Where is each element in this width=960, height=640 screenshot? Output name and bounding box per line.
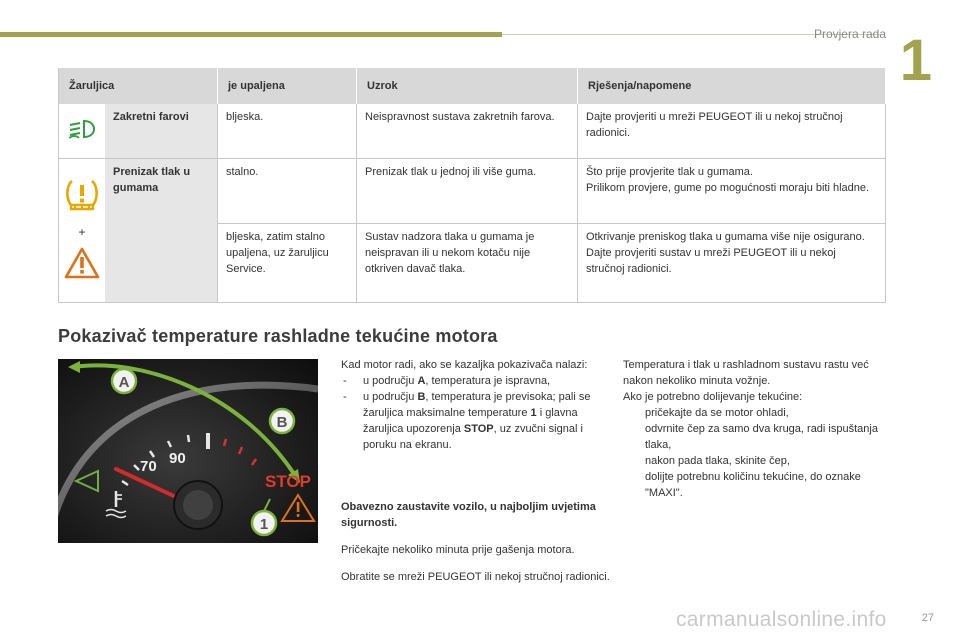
header-accent-bar xyxy=(0,32,502,37)
lamp-cause: Neispravnost sustava zakretnih farova. xyxy=(357,104,578,159)
tick-label-70: 70 xyxy=(140,458,157,475)
plus-sign: + xyxy=(78,224,86,239)
list-item xyxy=(623,421,893,453)
list-item xyxy=(341,373,611,389)
zone-a-label: A xyxy=(118,374,130,391)
zone-letter: A xyxy=(417,375,426,387)
lamp-state: bljeska. xyxy=(218,104,357,159)
header-state: je upaljena xyxy=(218,68,357,104)
warning-triangle-icon xyxy=(63,246,101,280)
needle-hub-cap xyxy=(183,490,213,520)
solution-line: Otkrivanje preniskog tlaka u gumama više nije osigurano. xyxy=(586,231,865,243)
note-line: Pričekajte nekoliko minuta prije gašenja motora. xyxy=(341,544,575,556)
stop-word: STOP xyxy=(463,423,494,435)
item-text: u području xyxy=(363,375,418,387)
refill-intro: Temperatura i tlak u rashladnom sustavu rastu već nakon nekoliko minuta vožnje. xyxy=(623,359,869,387)
refill-intro-2: Ako je potrebno dolijevanje tekućine: xyxy=(623,391,803,403)
header-lamp: Žaruljica xyxy=(59,68,218,104)
lamp-number: 1 xyxy=(530,407,537,419)
zone-b-label: B xyxy=(276,414,288,431)
lamp-solution xyxy=(578,224,886,303)
section-label: Provjera rada xyxy=(813,27,886,41)
lamp-cause: Prenizak tlak u jednoj ili više guma. xyxy=(357,159,578,224)
lamp-state: bljeska, zatim stalno upaljena, uz žaruljicu Service. xyxy=(218,224,357,303)
solution-line: Prilikom provjere, gume po mogućnosti moraju biti hladne. xyxy=(586,182,870,194)
lamp-solution xyxy=(578,159,886,224)
lamp-name: Zakretni farovi xyxy=(105,104,218,159)
list-item xyxy=(623,469,893,501)
item-text: pričekajte da se motor ohladi, xyxy=(645,407,789,419)
zone-letter: B xyxy=(417,391,426,403)
marker-1-label: 1 xyxy=(259,516,269,533)
stop-lamp-label: STOP xyxy=(265,472,311,491)
coolant-temperature-gauge-illustration xyxy=(58,359,318,543)
dash-marker: - xyxy=(343,391,347,403)
tick-label-90: 90 xyxy=(169,450,186,467)
cornering-light-icon xyxy=(67,118,97,140)
refill-instructions xyxy=(623,357,893,501)
table-header-row xyxy=(59,68,886,104)
header-cause: Uzrok xyxy=(357,68,578,104)
watermark: carmanualsonline.info xyxy=(676,608,887,631)
list-item xyxy=(623,405,893,421)
item-text: , temperatura je previsoka; pali se žaruljica maksimalne temperature xyxy=(363,391,591,419)
note-title: Obavezno zaustavite vozilo, u najboljim uvjetima sigurnosti. xyxy=(341,501,596,529)
list-item xyxy=(341,389,611,453)
table-row xyxy=(59,159,886,224)
lamp-name: Prenizak tlak u gumama xyxy=(105,159,218,303)
icon-cell xyxy=(59,104,106,159)
item-text: dolijte potrebnu količinu tekućine, do oznake "MAXI". xyxy=(645,471,861,499)
item-text: i glavna žaruljica upozorenja xyxy=(363,407,578,435)
item-text: odvrnite čep za samo dva kruga, radi ispuštanja tlaka, xyxy=(645,423,878,451)
solution-line: Dajte provjeriti u mreži PEUGEOT ili u nekoj stručnoj radionici. xyxy=(586,111,843,139)
warning-lamp-table xyxy=(58,68,886,303)
safety-note xyxy=(341,499,611,596)
solution-line: Dajte provjeriti sustav u mreži PEUGEOT ili u nekoj stručnoj radionici. xyxy=(586,247,836,275)
item-text: , temperatura je ispravna, xyxy=(425,375,551,387)
lamp-solution xyxy=(578,104,886,159)
dash-marker: - xyxy=(343,375,347,387)
section-title: Pokazivač temperature rashladne tekućine motora xyxy=(58,326,498,346)
item-text: nakon pada tlaka, skinite čep, xyxy=(645,455,790,467)
chapter-number: 1 xyxy=(899,28,932,93)
table-row xyxy=(59,104,886,159)
header-solution: Rješenja/napomene xyxy=(578,68,886,104)
page-number: 27 xyxy=(921,612,934,624)
note-line: Obratite se mreži PEUGEOT ili nekoj stručnoj radionici. xyxy=(341,571,610,583)
lamp-cause: Sustav nadzora tlaka u gumama je neispravan ili u nekom kotaču nije otkriven davač tlaka. xyxy=(357,224,578,303)
icon-cell xyxy=(59,159,106,303)
solution-line: Što prije provjerite tlak u gumama. xyxy=(586,166,753,178)
list-item xyxy=(623,453,893,469)
gauge-explanation xyxy=(341,357,611,453)
gauge-intro: Kad motor radi, ako se kazaljka pokazivača nalazi: xyxy=(341,359,588,371)
item-text: u području xyxy=(363,391,418,403)
lamp-state: stalno. xyxy=(218,159,357,224)
item-text: , uz zvučni signal i poruku na ekranu. xyxy=(363,423,583,451)
tyre-pressure-warning-icon xyxy=(63,177,101,213)
